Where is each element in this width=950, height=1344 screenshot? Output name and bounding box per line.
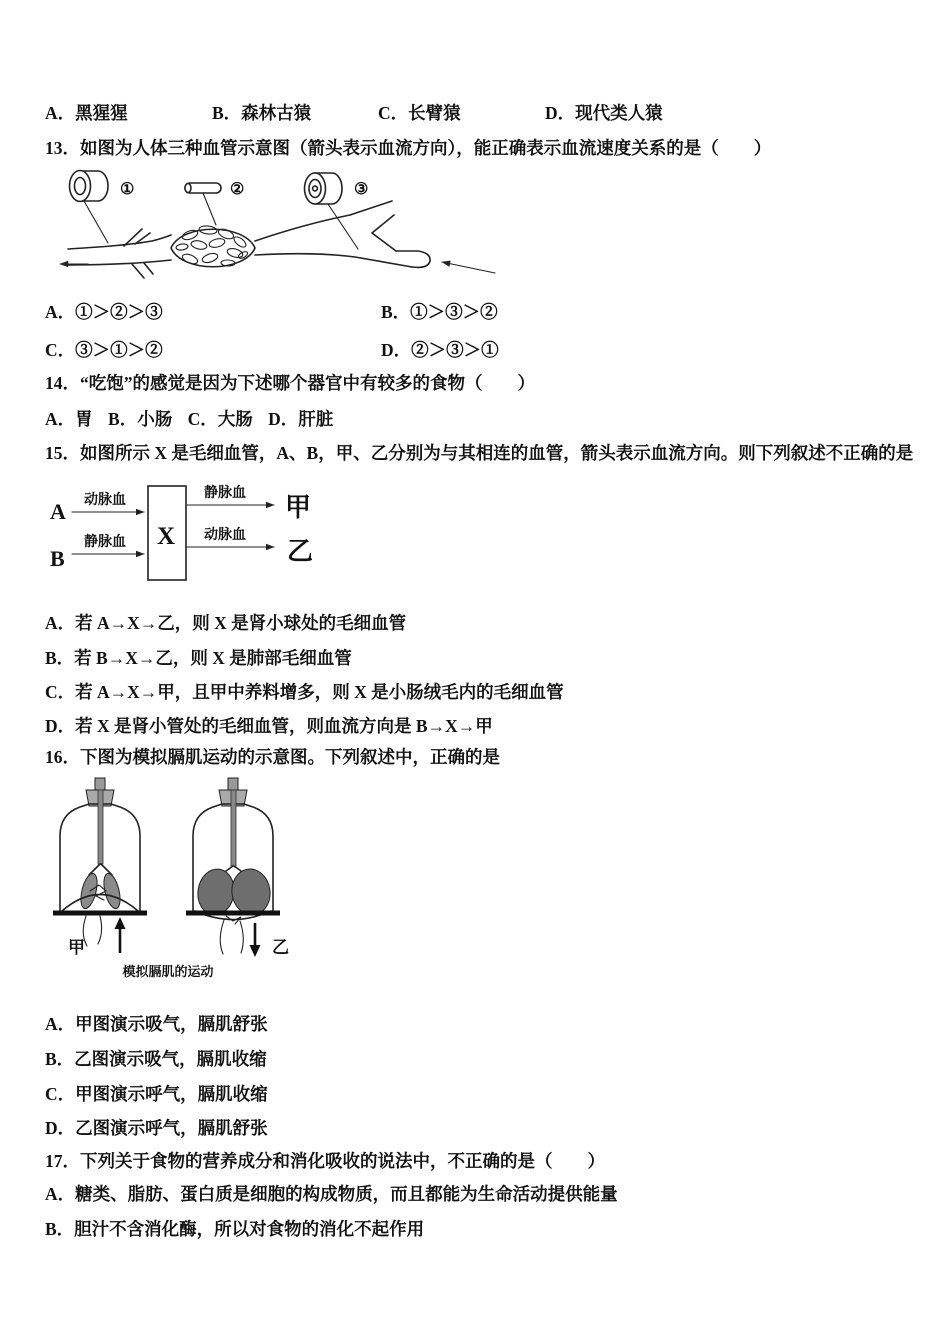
vessel-label-2: ② — [230, 181, 245, 198]
out-bottom-blood-label: 动脉血 — [204, 528, 246, 543]
air-tube-right — [231, 790, 236, 866]
q17-stem: 17．下列关于食物的营养成分和消化吸收的说法中，不正确的是（ ） — [45, 1151, 605, 1171]
x-box-label: X — [157, 523, 176, 550]
vessel-b-label: B — [50, 546, 65, 571]
jar-label-left: 甲 — [68, 938, 85, 957]
vessel-label-1: ① — [120, 181, 135, 198]
q16-option-a: A．甲图演示吸气，膈肌舒张 — [45, 1014, 268, 1034]
bell-jar-left — [53, 778, 147, 957]
q13-option-d: D．②＞③＞① — [381, 340, 499, 360]
capillary-cross-section-icon — [185, 183, 221, 193]
vessel-yi-label: 乙 — [287, 537, 314, 566]
q15-option-d: D．若 X 是肾小管处的毛细血管，则血流方向是 B→X→甲 — [45, 716, 493, 736]
q13-figure-blood-vessels — [40, 163, 510, 295]
in-top-blood-label: 动脉血 — [84, 493, 126, 508]
q14-option-a: A．胃 — [45, 409, 93, 429]
in-bottom-blood-label: 静脉血 — [84, 535, 126, 550]
balloon-left-deflated — [78, 872, 100, 910]
balloon-right-inflated — [229, 867, 273, 918]
q15-option-a: A．若 A→X→乙，则 X 是肾小球处的毛细血管 — [45, 613, 407, 633]
q12-option-c: C．长臂猿 — [378, 103, 461, 123]
q17-option-a: A．糖类、脂肪、蛋白质是细胞的构成物质，而且都能为生命活动提供能量 — [45, 1184, 618, 1204]
q15-stem: 15．如图所示 X 是毛细血管，A、B，甲、乙分别为与其相连的血管，箭头表示血流方向。则下列叙述不正确的是 — [45, 443, 914, 463]
q15-option-b: B．若 B→X→乙，则 X 是肺部毛细血管 — [45, 648, 352, 668]
q15-option-c: C．若 A→X→甲，且甲中养料增多，则 X 是小肠绒毛内的毛细血管 — [45, 682, 564, 702]
q14-option-b: B．小肠 — [108, 409, 173, 429]
vessel-label-3: ③ — [354, 181, 369, 198]
q12-option-b: B．森林古猿 — [212, 103, 312, 123]
balloon-right-deflated — [101, 872, 123, 910]
capillary-mesh — [176, 225, 249, 266]
q13-stem: 13．如图为人体三种血管示意图（箭头表示血流方向），能正确表示血流速度关系的是（ ） — [45, 138, 772, 158]
q13-option-a: A．①＞②＞③ — [45, 302, 163, 322]
q16-option-c: C．甲图演示呼气，膈肌收缩 — [45, 1084, 268, 1104]
q16-option-d: D．乙图演示呼气，膈肌舒张 — [45, 1118, 268, 1138]
membrane-domed-up — [62, 895, 138, 912]
balloon-left-inflated — [195, 867, 237, 918]
q16-figure-diaphragm-model — [48, 776, 298, 982]
figure-caption: 模拟膈肌的运动 — [122, 964, 214, 979]
out-top-blood-label: 静脉血 — [204, 486, 246, 501]
air-tube-left — [98, 790, 103, 864]
q13-option-b: B．①＞③＞② — [381, 302, 498, 322]
q14-option-d: D．肝脏 — [268, 409, 334, 429]
vessel-jia-label: 甲 — [285, 493, 312, 522]
q12-option-d: D．现代类人猿 — [545, 103, 663, 123]
vessel-a-label: A — [50, 499, 66, 524]
vein-cross-section-icon — [70, 171, 109, 202]
q13-option-c: C．③＞①＞② — [45, 340, 163, 360]
q17-option-b: B．胆汁不含消化酶，所以对食物的消化不起作用 — [45, 1219, 425, 1239]
bell-jar-right — [186, 778, 289, 957]
artery-cross-section-icon — [305, 173, 342, 204]
q14-options-row — [45, 407, 344, 431]
q12-option-a: A．黑猩猩 — [45, 103, 128, 123]
q14-option-c: C．大肠 — [187, 409, 253, 429]
q16-stem: 16．下图为模拟膈肌运动的示意图。下列叙述中，正确的是 — [45, 747, 500, 767]
vessel-network-drawing — [68, 201, 430, 278]
q15-figure-capillary-x — [42, 484, 352, 598]
q14-stem: 14．“吃饱”的感觉是因为下述哪个器官中有较多的食物（ ） — [45, 373, 535, 393]
blood-flow-arrow-right — [442, 262, 495, 273]
jar-label-right: 乙 — [272, 938, 289, 957]
q16-option-b: B．乙图演示吸气，膈肌收缩 — [45, 1049, 267, 1069]
